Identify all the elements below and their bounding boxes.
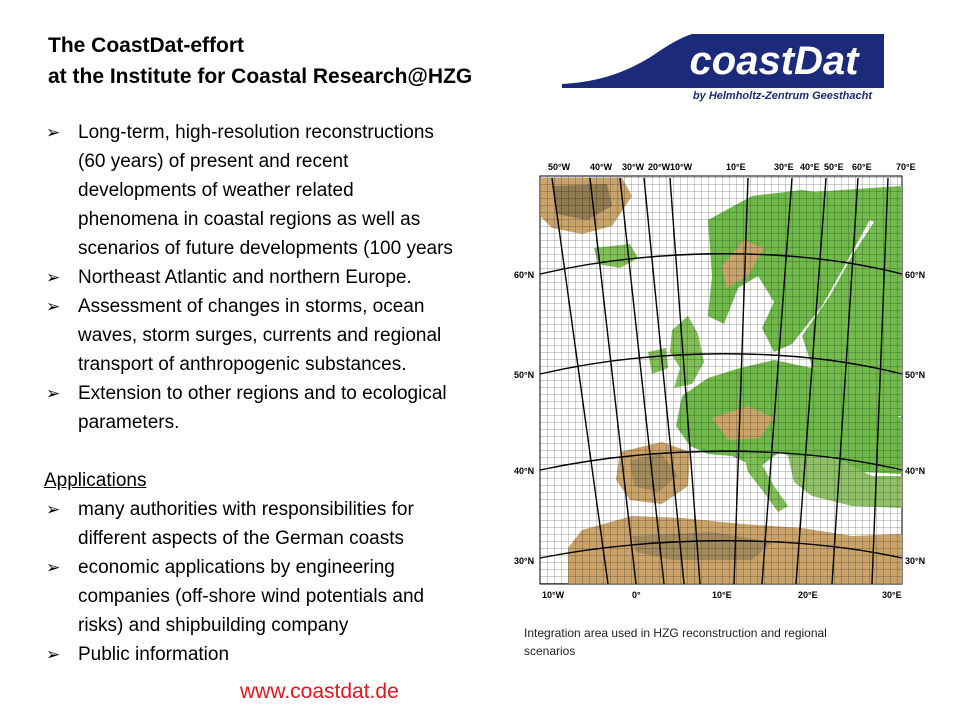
map-left-label: 40°N xyxy=(514,466,535,476)
model-grid xyxy=(540,176,902,584)
map-top-label: 50°E xyxy=(824,162,844,172)
map-bottom-label: 10°E xyxy=(712,590,732,600)
arrow-bullet-icon: ➢ xyxy=(46,384,61,403)
website-link[interactable]: www.coastdat.de xyxy=(240,680,399,703)
arrow-bullet-icon: ➢ xyxy=(46,645,61,664)
integration-area-map xyxy=(512,156,930,604)
map-top-label: 40°W xyxy=(590,162,613,172)
map-top-label: 70°E xyxy=(896,162,916,172)
map-left-label: 30°N xyxy=(514,556,535,566)
map-right-label: 50°N xyxy=(905,370,926,380)
application-item: ➢ many authorities with responsibilities for different aspects of the German coasts xyxy=(44,495,514,553)
arrow-bullet-icon: ➢ xyxy=(46,123,61,142)
slide-title xyxy=(48,30,472,92)
map-top-label: 50°W xyxy=(548,162,571,172)
map-bottom-label: 10°W xyxy=(542,590,565,600)
logo-subtitle: by Helmholtz-Zentrum Geesthacht xyxy=(692,90,872,102)
arrow-bullet-icon: ➢ xyxy=(46,500,61,519)
map-top-label: 20°W xyxy=(648,162,671,172)
map-right-label: 60°N xyxy=(905,270,926,280)
map-top-label: 30°W xyxy=(622,162,645,172)
caption-line-1: Integration area used in HZG reconstruction and regional xyxy=(524,626,827,640)
map-bottom-label: 20°E xyxy=(798,590,818,600)
application-item: ➢ economic applications by engineering companies (off-shore wind potentials and risks) and shipbuilding company xyxy=(44,553,514,640)
map-right-label: 40°N xyxy=(905,466,926,476)
map-top-label: 60°E xyxy=(852,162,872,172)
map-top-label: 10°W xyxy=(670,162,693,172)
bullet-item: ➢ Extension to other regions and to ecological parameters. xyxy=(44,379,514,437)
coastdat-logo xyxy=(562,30,884,102)
caption-line-2: scenarios xyxy=(524,644,576,658)
logo-wordmark: coastDat xyxy=(689,39,859,83)
application-item: ➢ Public information xyxy=(44,640,514,669)
bullet-list xyxy=(44,118,514,669)
title-line-2: at the Institute for Coastal Research@HZG xyxy=(48,65,473,88)
map-right-label: 30°N xyxy=(905,556,926,566)
map-bottom-label: 30°E xyxy=(882,590,902,600)
map-caption xyxy=(524,624,904,660)
bullet-item: ➢ Long-term, high-resolution reconstructions (60 years) of present and recent developments of weather related phenomena in coastal regions as well as scenarios of future developments (100 years xyxy=(44,118,514,263)
map-top-label: 30°E xyxy=(774,162,794,172)
applications-heading: Applications xyxy=(44,470,147,491)
arrow-bullet-icon: ➢ xyxy=(46,297,61,316)
map-bottom-label: 0° xyxy=(632,590,641,600)
map-left-label: 50°N xyxy=(514,370,535,380)
title-line-1: The CoastDat-effort xyxy=(48,34,245,57)
bullet-item: ➢ Assessment of changes in storms, ocean waves, storm surges, currents and regional transport of anthropogenic substances. xyxy=(44,292,514,379)
map-top-label: 10°E xyxy=(726,162,746,172)
arrow-bullet-icon: ➢ xyxy=(46,268,61,287)
arrow-bullet-icon: ➢ xyxy=(46,558,61,577)
map-left-label: 60°N xyxy=(514,270,535,280)
map-top-label: 40°E xyxy=(800,162,820,172)
bullet-item: ➢ Northeast Atlantic and northern Europe. xyxy=(44,263,514,292)
